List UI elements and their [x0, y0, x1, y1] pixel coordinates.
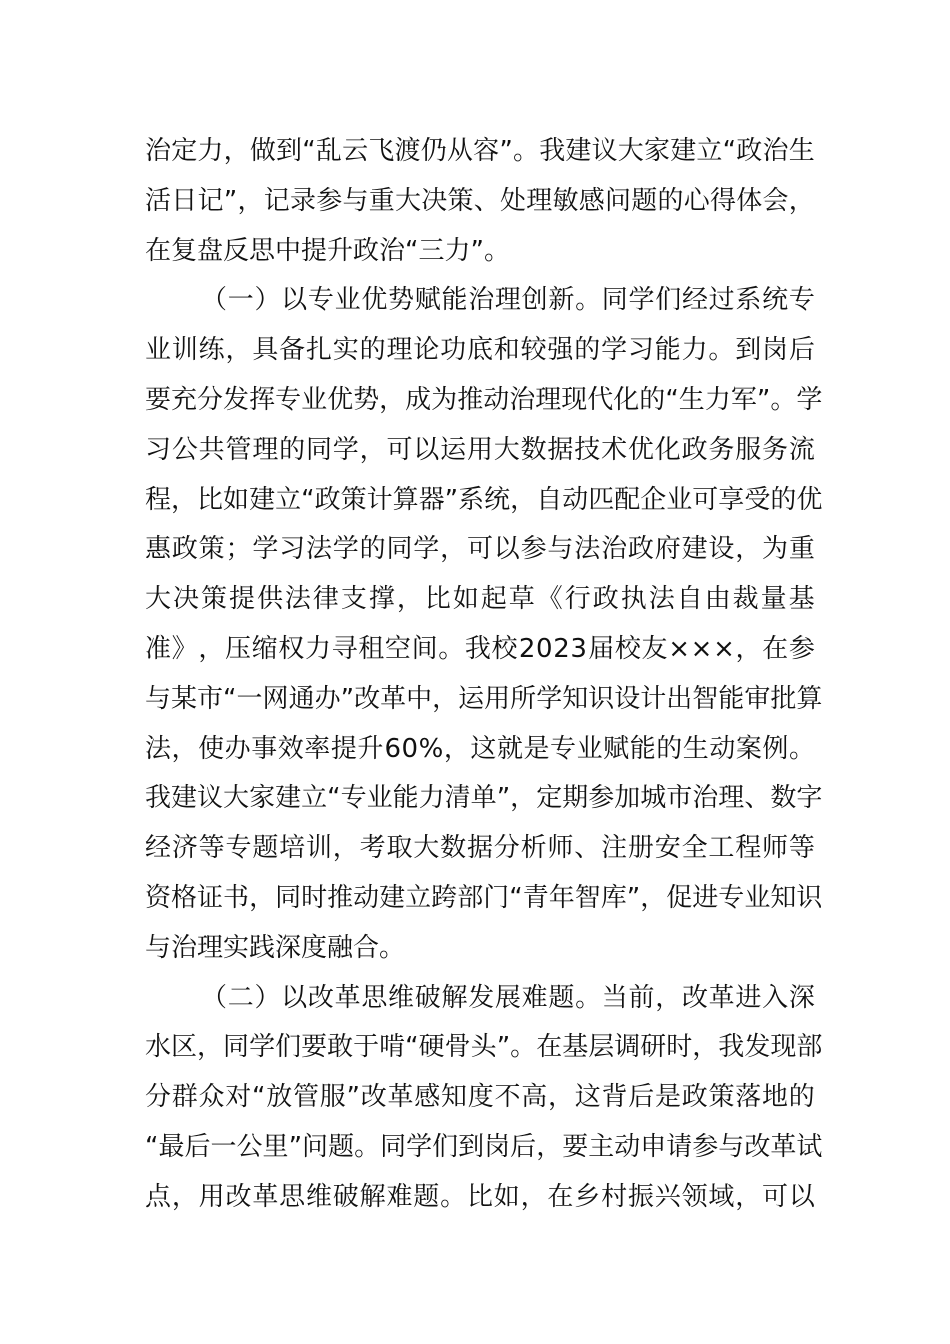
text-line: 惠 政 策 ； 学 习 法 学 的 同 学 ， 可 以 参 与 法 治 政 府 建 设 ， 为 重 [145, 534, 815, 565]
text-line: 点 ， 用 改 革 思 维 破 解 难 题 。 比 如 ， 在 乡 村 振 兴 领 域 ， 可 以 [145, 1181, 815, 1212]
text-line: 资 格 证 书 ， 同 时 推 动 建 立 跨 部 门 “ 青 年 智 库 ” ， 促 进 专 业 知 识 [145, 882, 823, 913]
text-line: （ 二 ） 以 改 革 思 维 破 解 发 展 难 题 。 当 前 ， 改 革 进 入 深 [201, 982, 815, 1013]
text-line: 活 日 记 ” ， 记 录 参 与 重 大 决 策 、 处 理 敏 感 问 题 的 心 得 体 会 ， [145, 185, 815, 216]
text-line: 在复盘反思中提升政治“三力”。 [145, 235, 510, 266]
text-line: 要 充 分 发 挥 专 业 优 势 ， 成 为 推 动 治 理 现 代 化 的 “ 生 力 军 ” 。 学 [145, 384, 823, 415]
text-line: 业 训 练 ， 具 备 扎 实 的 理 论 功 底 和 较 强 的 学 习 能 力 。 到 岗 后 [145, 335, 815, 366]
text-line: 经 济 等 专 题 培 训 ， 考 取 大 数 据 分 析 师 、 注 册 安 全 工 程 师 等 [145, 833, 815, 864]
text-line: 与 某 市 “ 一 网 通 办 ” 改 革 中 ， 运 用 所 学 知 识 设 计 出 智 能 审 批 算 [145, 683, 823, 714]
text-line: 与治理实践深度融合。 [145, 932, 406, 963]
text-line: 习 公 共 管 理 的 同 学 ， 可 以 运 用 大 数 据 技 术 优 化 政 务 服 务 流 [145, 434, 815, 465]
text-line: 我 建 议 大 家 建 立 “ 专 业 能 力 清 单 ” ， 定 期 参 加 城 市 治 理 、 数 字 [145, 783, 823, 814]
text-line: 水 区 ， 同 学 们 要 敢 于 啃 “ 硬 骨 头 ” 。 在 基 层 调 研 时 ， 我 发 现 部 [145, 1032, 823, 1063]
text-line: 治 定 力 ， 做 到 “ 乱 云 飞 渡 仍 从 容 ” 。 我 建 议 大 家 建 立 “ 政 治 生 [145, 136, 815, 166]
text-line: 分 群 众 对 “ 放 管 服 ” 改 革 感 知 度 不 高 ， 这 背 后 是 政 策 落 地 的 [145, 1082, 815, 1113]
text-line: （ 一 ） 以 专 业 优 势 赋 能 治 理 创 新 。 同 学 们 经 过 系 统 专 [201, 285, 815, 316]
text-line: 法 ， 使 办 事 效 率 提 升 6 0 % ， 这 就 是 专 业 赋 能 的 生 动 案 例 。 [145, 733, 815, 764]
text-line: 大 决 策 提 供 法 律 支 撑 ， 比 如 起 草 《 行 政 执 法 自 由 裁 量 基 [145, 584, 815, 615]
text-line: “ 最 后 一 公 里 ” 问 题 。 同 学 们 到 岗 后 ， 要 主 动 申 请 参 与 改 革 试 [145, 1131, 823, 1162]
text-line: 程 ， 比 如 建 立 “ 政 策 计 算 器 ” 系 统 ， 自 动 匹 配 企 业 可 享 受 的 优 [145, 484, 823, 515]
text-line: 准 》 ， 压 缩 权 力 寻 租 空 间 。 我 校 2 0 2 3 届 校 友 × × × ， 在 参 [145, 633, 815, 664]
body-text [145, 127, 823, 1223]
